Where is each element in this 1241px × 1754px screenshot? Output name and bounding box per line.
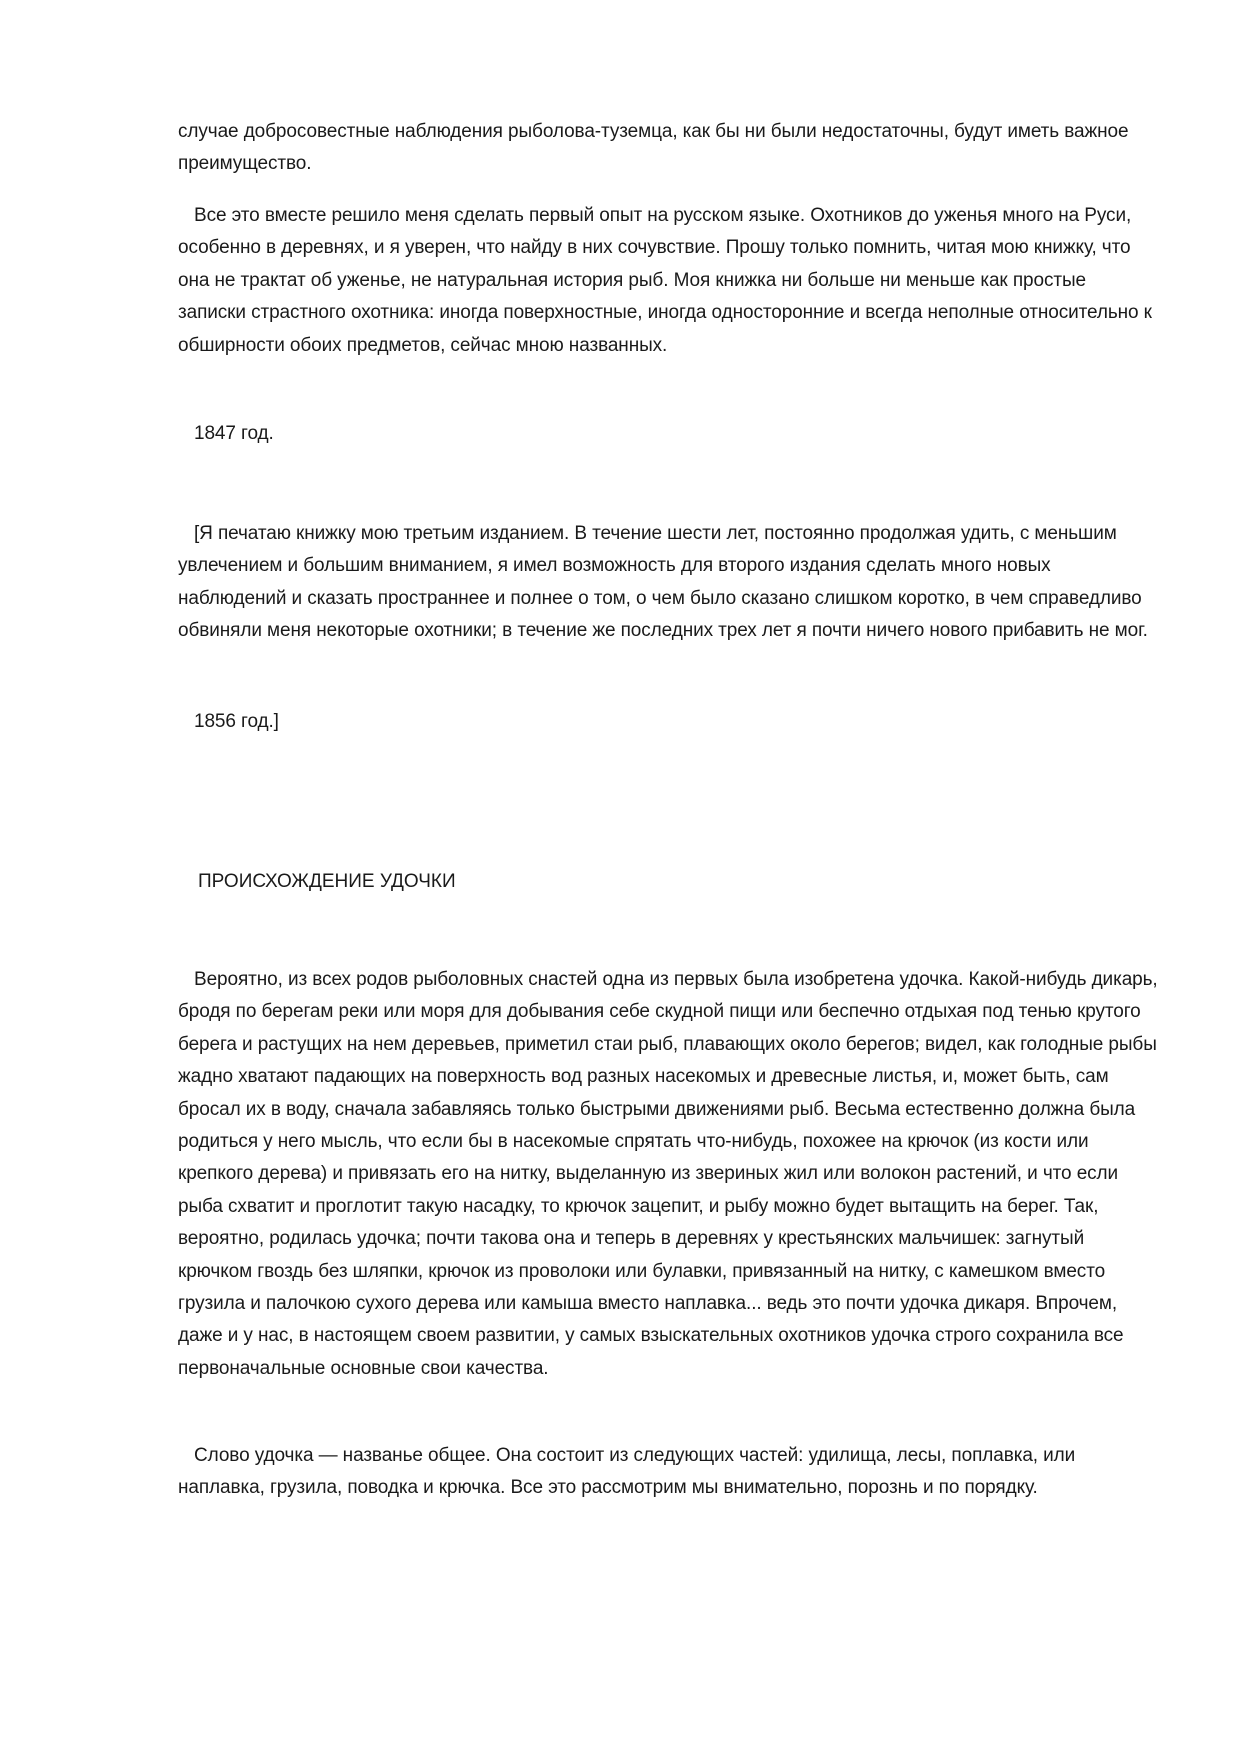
paragraph-third-edition-note: [Я печатаю книжку мою третьим изданием. В течение шести лет, постоянно продолжая удить, с меньшим увлечением и большим вниманием, я имел возможность для второго издания сделать много новых наблюдений и сказать пространнее и полнее о том, о чем было сказано слишком коротко, в чем справедливо обвиняли меня некоторые охотники; в течение же последних трех лет я почти ничего нового прибавить не мог. [178, 523, 1148, 642]
paragraph-date-1847: 1847 год. [194, 423, 274, 444]
paragraph-rod-parts: Слово удочка — названье общее. Она состоит из следующих частей: удилища, лесы, поплавка, или наплавка, грузила, поводка и крючка. Все это рассмотрим мы внимательно, порознь и по порядку. [178, 1445, 1076, 1499]
paragraph-origin-of-rod: Вероятно, из всех родов рыболовных снастей одна из первых была изобретена удочка. Какой-нибудь дикарь, бродя по берегам реки или моря для добывания себе скудной пищи или беспечно отдыхая под тенью крутого берега и растущих на нем деревьев, приметил стаи рыб, плавающих около берегов; видел, как голодные рыбы жадно хватают падающих на поверхность вод разных насекомых и древесные листья, и, может быть, сам бросал их в воду, сначала забавляясь только быстрыми движениями рыб. Весьма естественно должна была родиться у него мысль, что если бы в насекомые спрятать что-нибудь, похожее на крючок (из кости или крепкого дерева) и привязать его на нитку, выделанную из звериных жил или волокон растений, и что если рыба схватит и проглотит такую насадку, то крючок зацепит, и рыбу можно будет вытащить на берег. Так, вероятно, родилась удочка; почти такова она и теперь в деревнях у крестьянских мальчишек: загнутый крючком гвоздь без шляпки, крючок из проволоки или булавки, привязанный на нитку, с камешком вместо грузила и палочкою сухого дерева или камыша вместо наплавка... ведь это почти удочка дикаря. Впрочем, даже и у нас, в настоящем своем развитии, у самых взыскательных охотников удочка строго сохранила все первоначальные основные свои качества. [178, 969, 1158, 1379]
section-heading: ПРОИСХОЖДЕНИЕ УДОЧКИ [198, 871, 456, 892]
paragraph-date-1856: 1856 год.] [194, 711, 279, 732]
paragraph-intro-continuation: случае добросовестные наблюдения рыболова-туземца, как бы ни были недостаточны, будут иметь важное преимущество. [178, 121, 1129, 175]
paragraph-first-attempt: Все это вместе решило меня сделать первый опыт на русском языке. Охотников до уженья много на Руси, особенно в деревнях, и я уверен, что найду в них сочувствие. Прошу только помнить, читая мою книжку, что она не трактат об уженье, не натуральная история рыб. Моя книжка ни больше ни меньше как простые записки страстного охотника: иногда поверхностные, иногда односторонние и всегда неполные относительно к обширности обоих предметов, сейчас мною названных. [178, 205, 1152, 356]
